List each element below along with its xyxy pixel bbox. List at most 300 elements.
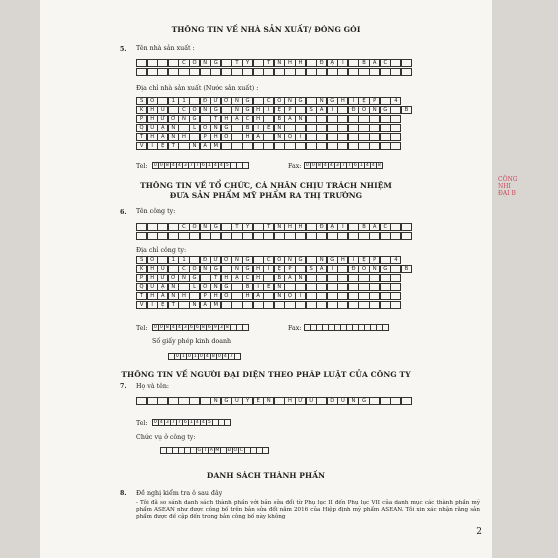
char-box — [284, 301, 295, 309]
char-box-empty — [178, 232, 189, 240]
manufacturer-name-grid-blank — [136, 68, 411, 76]
char-box: Ố — [221, 292, 232, 300]
char-box: H — [253, 274, 264, 282]
char-box — [231, 142, 242, 150]
char-box: 4 — [159, 420, 163, 425]
char-box-empty — [200, 68, 211, 76]
manufacturer-fax-grid — [304, 162, 382, 169]
char-box: Ê — [263, 124, 274, 132]
char-box — [337, 124, 348, 132]
char-box: G — [358, 397, 369, 405]
char-box: I — [295, 133, 306, 141]
char-box: 0 — [311, 163, 315, 168]
char-box — [348, 223, 359, 231]
char-box: G — [242, 265, 253, 273]
char-box: N — [210, 397, 221, 405]
char-box — [316, 142, 327, 150]
char-box-empty — [327, 232, 338, 240]
manufacturer-name-grid — [136, 59, 411, 67]
char-box-empty — [390, 68, 401, 76]
char-box: N — [189, 142, 200, 150]
char-box: 7 — [189, 163, 193, 168]
char-box: 0 — [159, 163, 163, 168]
char-box: N — [369, 106, 380, 114]
char-box-empty — [168, 68, 179, 76]
char-box: 9 — [213, 325, 217, 330]
ingredients-instruction: Đề nghị kiểm tra ô sau đây — [136, 490, 223, 497]
char-box: U — [157, 265, 168, 273]
rep-position-grid — [160, 447, 268, 454]
char-box-empty — [401, 232, 412, 240]
char-box: À — [284, 274, 295, 282]
char-box: 1 — [189, 420, 193, 425]
char-box — [358, 142, 369, 150]
char-box: P — [136, 274, 147, 282]
char-box: B — [358, 59, 369, 67]
char-box — [168, 59, 179, 67]
manufacturer-address-row — [136, 115, 401, 123]
char-box: 1 — [178, 97, 189, 105]
char-box: O — [200, 124, 211, 132]
char-box — [221, 142, 232, 150]
char-box: Đ — [316, 59, 327, 67]
char-box: Ệ — [157, 301, 168, 309]
char-box: I — [295, 292, 306, 300]
char-box: P — [369, 97, 380, 105]
char-box-empty — [189, 68, 200, 76]
char-box: 7 — [195, 163, 199, 168]
char-box-empty — [316, 232, 327, 240]
char-box: B — [401, 265, 412, 273]
char-box: 3 — [165, 420, 169, 425]
document-page — [40, 0, 492, 558]
seal-text-line: NHI — [498, 183, 511, 190]
char-box: T — [168, 301, 179, 309]
char-box: 1 — [168, 97, 179, 105]
char-box: 6 — [195, 325, 199, 330]
char-box: 6 — [189, 325, 193, 330]
char-box-empty — [168, 232, 179, 240]
char-box: Ờ — [221, 256, 232, 264]
char-box: N — [210, 283, 221, 291]
char-box: Ệ — [274, 106, 285, 114]
char-box — [253, 97, 264, 105]
char-box: 1 — [181, 354, 185, 359]
company-address-row — [136, 256, 401, 264]
char-box — [401, 223, 412, 231]
char-box — [380, 256, 391, 264]
char-box: I — [348, 97, 359, 105]
company-address-row — [136, 283, 401, 291]
char-box: 0 — [305, 163, 309, 168]
char-box: 4 — [205, 354, 209, 359]
char-box: H — [178, 133, 189, 141]
char-box: G — [210, 223, 221, 231]
char-box — [327, 133, 338, 141]
char-box: 8 — [165, 325, 169, 330]
char-box — [390, 223, 401, 231]
char-box: 0 — [159, 325, 163, 330]
char-box — [348, 283, 359, 291]
char-box-empty — [147, 232, 158, 240]
char-box: Y — [242, 59, 253, 67]
manufacturer-name-label: Tên nhà sản xuất : — [136, 45, 195, 52]
char-box: H — [210, 292, 221, 300]
company-tel-grid — [152, 324, 248, 331]
char-box: S — [306, 106, 317, 114]
char-box: Ố — [233, 448, 238, 453]
char-box — [327, 292, 338, 300]
char-box: Ư — [210, 97, 221, 105]
char-box: U — [157, 106, 168, 114]
char-box — [306, 97, 317, 105]
char-box — [178, 124, 189, 132]
char-box-empty — [358, 232, 369, 240]
char-box: 8 — [165, 163, 169, 168]
char-box: C — [380, 223, 391, 231]
char-box — [168, 265, 179, 273]
char-box — [337, 115, 348, 123]
char-box — [316, 133, 327, 141]
char-box: H — [337, 256, 348, 264]
char-box — [306, 142, 317, 150]
char-box: I — [202, 447, 209, 454]
char-box-empty — [253, 68, 264, 76]
char-box: Ộ — [284, 133, 295, 141]
char-box — [348, 292, 359, 300]
char-box: 4 — [219, 163, 223, 168]
char-box — [157, 256, 168, 264]
ingredients-declaration: - Tôi đã so sánh danh sách thành phần với bản sửa đổi từ Phụ lục II đến Phụ lục VII của danh mục các thành phần mỹ phẩm ASEAN như được công bố trên bản sửa đổi năm 2016 của Hiệp định mỹ phẩm ASEAN. Tôi xin xác nhận rằng sản phẩm được đề cập đến trong bản công bố này không — [136, 500, 480, 521]
char-box — [380, 292, 391, 300]
char-box — [224, 419, 231, 426]
section-title-ingredients: DANH SÁCH THÀNH PHẦN — [206, 471, 326, 480]
char-box — [337, 283, 348, 291]
char-box: 8 — [317, 163, 321, 168]
char-box — [295, 124, 306, 132]
char-box: B — [242, 283, 253, 291]
char-box: H — [284, 397, 295, 405]
char-box: Đ — [200, 97, 211, 105]
char-box — [390, 397, 401, 405]
char-box: À — [157, 292, 168, 300]
char-box: À — [157, 133, 168, 141]
char-box — [221, 301, 232, 309]
company-name-grid — [136, 223, 411, 231]
char-box-empty — [274, 232, 285, 240]
char-box — [380, 97, 391, 105]
char-box: Ậ — [157, 283, 168, 291]
char-box: G — [210, 106, 221, 114]
char-box: C — [242, 274, 253, 282]
char-box — [390, 106, 401, 114]
char-box: N — [200, 223, 211, 231]
char-box — [390, 133, 401, 141]
char-box — [401, 397, 412, 405]
char-box: N — [231, 256, 242, 264]
company-address-row — [136, 301, 401, 309]
char-box: 6 — [353, 163, 357, 168]
char-box: 1 — [193, 354, 197, 359]
char-box-empty — [231, 68, 242, 76]
char-box — [189, 133, 200, 141]
char-box — [136, 59, 147, 67]
char-box — [327, 124, 338, 132]
char-box: P — [284, 106, 295, 114]
char-box — [231, 292, 242, 300]
char-box — [178, 283, 189, 291]
char-box-empty — [147, 68, 158, 76]
char-box-empty — [200, 232, 211, 240]
manufacturer-address-row — [136, 133, 401, 141]
char-box: 8 — [377, 163, 381, 168]
char-box: 4 — [171, 163, 175, 168]
char-box — [178, 301, 189, 309]
char-box: U — [147, 283, 158, 291]
char-box — [263, 301, 274, 309]
char-box: I — [253, 124, 264, 132]
char-box: B — [242, 124, 253, 132]
char-box — [136, 397, 147, 405]
char-box — [369, 274, 380, 282]
char-box — [316, 283, 327, 291]
char-box: T — [136, 133, 147, 141]
char-box-empty — [284, 68, 295, 76]
char-box: M — [215, 448, 220, 453]
char-box — [358, 301, 369, 309]
char-box — [369, 142, 380, 150]
char-box: N — [295, 274, 306, 282]
char-box: N — [284, 256, 295, 264]
char-box: H — [284, 223, 295, 231]
char-box — [390, 59, 401, 67]
char-box — [348, 274, 359, 282]
char-box: C — [242, 115, 253, 123]
char-box — [157, 59, 168, 67]
char-box: C — [178, 106, 189, 114]
char-box: 4 — [177, 325, 181, 330]
char-box — [316, 274, 327, 282]
char-box — [178, 397, 189, 405]
char-box — [242, 324, 249, 331]
section-title-org-line2: ĐƯA SẢN PHẨM MỸ PHẨM RA THỊ TRƯỜNG — [169, 191, 363, 200]
char-box: 4 — [371, 163, 375, 168]
char-box-empty — [358, 68, 369, 76]
char-box: 0 — [153, 163, 157, 168]
char-box: C — [178, 223, 189, 231]
char-box-empty — [157, 232, 168, 240]
char-box: H — [147, 265, 158, 273]
char-box: 1 — [359, 163, 363, 168]
char-box: N — [274, 292, 285, 300]
char-box: N — [274, 133, 285, 141]
char-box — [231, 301, 242, 309]
char-box — [316, 397, 327, 405]
char-box — [348, 301, 359, 309]
char-box: Á — [369, 59, 380, 67]
manufacturer-address-row — [136, 106, 411, 114]
char-box: D — [327, 397, 338, 405]
char-box: B — [274, 274, 285, 282]
char-box: N — [168, 124, 179, 132]
char-box: Ư — [210, 256, 221, 264]
char-box-empty — [157, 68, 168, 76]
char-box — [337, 292, 348, 300]
char-box: T — [231, 59, 242, 67]
char-box: 4 — [390, 97, 401, 105]
char-box-empty — [295, 68, 306, 76]
char-box: H — [253, 265, 264, 273]
char-box: Ê — [263, 283, 274, 291]
char-box — [358, 283, 369, 291]
char-box — [200, 115, 211, 123]
char-box: G — [210, 265, 221, 273]
char-box: 3 — [219, 325, 223, 330]
char-box — [189, 256, 200, 264]
char-box-empty — [306, 68, 317, 76]
char-box — [253, 301, 264, 309]
char-box: 5 — [207, 420, 211, 425]
char-box — [390, 274, 401, 282]
char-box: Ồ — [358, 265, 369, 273]
char-box-empty — [210, 68, 221, 76]
char-box: 4 — [171, 325, 175, 330]
char-box: 3 — [183, 163, 187, 168]
char-box: 4 — [201, 420, 205, 425]
char-box: N — [200, 265, 211, 273]
char-box: 4 — [223, 354, 227, 359]
char-box: Y — [242, 223, 253, 231]
char-box — [306, 59, 317, 67]
char-box: 4 — [329, 163, 333, 168]
char-box — [401, 59, 412, 67]
char-box: 0 — [153, 420, 157, 425]
char-box — [337, 106, 348, 114]
char-box: Ô — [189, 223, 200, 231]
char-box: 6 — [207, 325, 211, 330]
char-box: S — [306, 265, 317, 273]
char-box-empty — [274, 68, 285, 76]
company-name-grid-blank — [136, 232, 411, 240]
char-box: N — [274, 59, 285, 67]
char-box: Ố — [221, 133, 232, 141]
char-box: À — [253, 133, 264, 141]
company-address-row — [136, 274, 401, 282]
char-box — [348, 133, 359, 141]
char-box: C — [178, 265, 189, 273]
char-box — [274, 142, 285, 150]
char-box — [147, 223, 158, 231]
char-box — [316, 115, 327, 123]
char-box — [221, 106, 232, 114]
char-box — [242, 142, 253, 150]
char-box: I — [327, 106, 338, 114]
company-tel-label: Tel: — [136, 325, 148, 332]
seal-fragment — [498, 176, 518, 197]
char-box: L — [189, 124, 200, 132]
char-box: N — [231, 97, 242, 105]
char-box: Đ — [200, 256, 211, 264]
char-box: 0 — [199, 354, 203, 359]
char-box-empty — [253, 232, 264, 240]
char-box — [380, 283, 391, 291]
char-box — [358, 133, 369, 141]
char-box: 7 — [171, 420, 175, 425]
char-box: G — [295, 97, 306, 105]
char-box — [358, 124, 369, 132]
char-box: Á — [209, 448, 213, 453]
char-box: K — [136, 106, 147, 114]
char-box-empty — [382, 324, 389, 331]
char-box — [263, 133, 274, 141]
rep-tel-label: Tel: — [136, 420, 148, 427]
char-box-empty — [178, 68, 189, 76]
char-box: N — [274, 283, 285, 291]
char-box: G — [380, 265, 391, 273]
char-box: Ễ — [253, 397, 264, 405]
char-box: C — [380, 59, 391, 67]
char-box: Ô — [189, 265, 200, 273]
char-box: H — [242, 133, 253, 141]
char-box: Y — [242, 397, 253, 405]
item-number-8: 8. — [120, 490, 127, 497]
char-box-empty — [337, 232, 348, 240]
char-box: Ư — [157, 115, 168, 123]
char-box — [284, 283, 295, 291]
char-box — [369, 292, 380, 300]
char-box — [274, 301, 285, 309]
char-box: P — [200, 292, 211, 300]
char-box: Ư — [157, 274, 168, 282]
char-box — [147, 397, 158, 405]
char-box — [348, 59, 359, 67]
char-box: M — [210, 301, 221, 309]
char-box: G — [221, 397, 232, 405]
char-box: 0 — [217, 354, 221, 359]
char-box — [327, 115, 338, 123]
char-box: Ệ — [157, 142, 168, 150]
char-box — [390, 142, 401, 150]
char-box — [221, 223, 232, 231]
manufacturer-address-label: Địa chỉ nhà sản xuất (Nước sản xuất) : — [136, 85, 259, 92]
char-box — [168, 397, 179, 405]
section-title-manufacturer: THÔNG TIN VỀ NHÀ SẢN XUẤT/ ĐÓNG GÓI — [171, 25, 361, 34]
char-box-empty — [390, 232, 401, 240]
company-fax-label: Fax: — [288, 325, 302, 332]
char-box: V — [136, 301, 147, 309]
char-box: V — [136, 142, 147, 150]
char-box-empty — [231, 232, 242, 240]
char-box: I — [327, 265, 338, 273]
char-box: 4 — [177, 163, 181, 168]
char-box: 7 — [177, 420, 181, 425]
char-box: 5 — [225, 163, 229, 168]
char-box — [231, 283, 242, 291]
company-address-label: Địa chỉ công ty: — [136, 247, 187, 254]
char-box: 1 — [207, 163, 211, 168]
char-box — [316, 124, 327, 132]
char-box — [348, 142, 359, 150]
char-box: N — [168, 283, 179, 291]
section-title-representative: THÔNG TIN VỀ NGƯỜI ĐẠI DIỆN THEO PHÁP LUẬT CỦA CÔNG TY — [121, 370, 411, 379]
item-number-6: 6. — [120, 209, 127, 216]
char-box: Ạ — [327, 223, 338, 231]
char-box: 8 — [225, 325, 229, 330]
char-box — [200, 274, 211, 282]
char-box: H — [295, 59, 306, 67]
char-box: G — [242, 97, 253, 105]
char-box — [253, 59, 264, 67]
